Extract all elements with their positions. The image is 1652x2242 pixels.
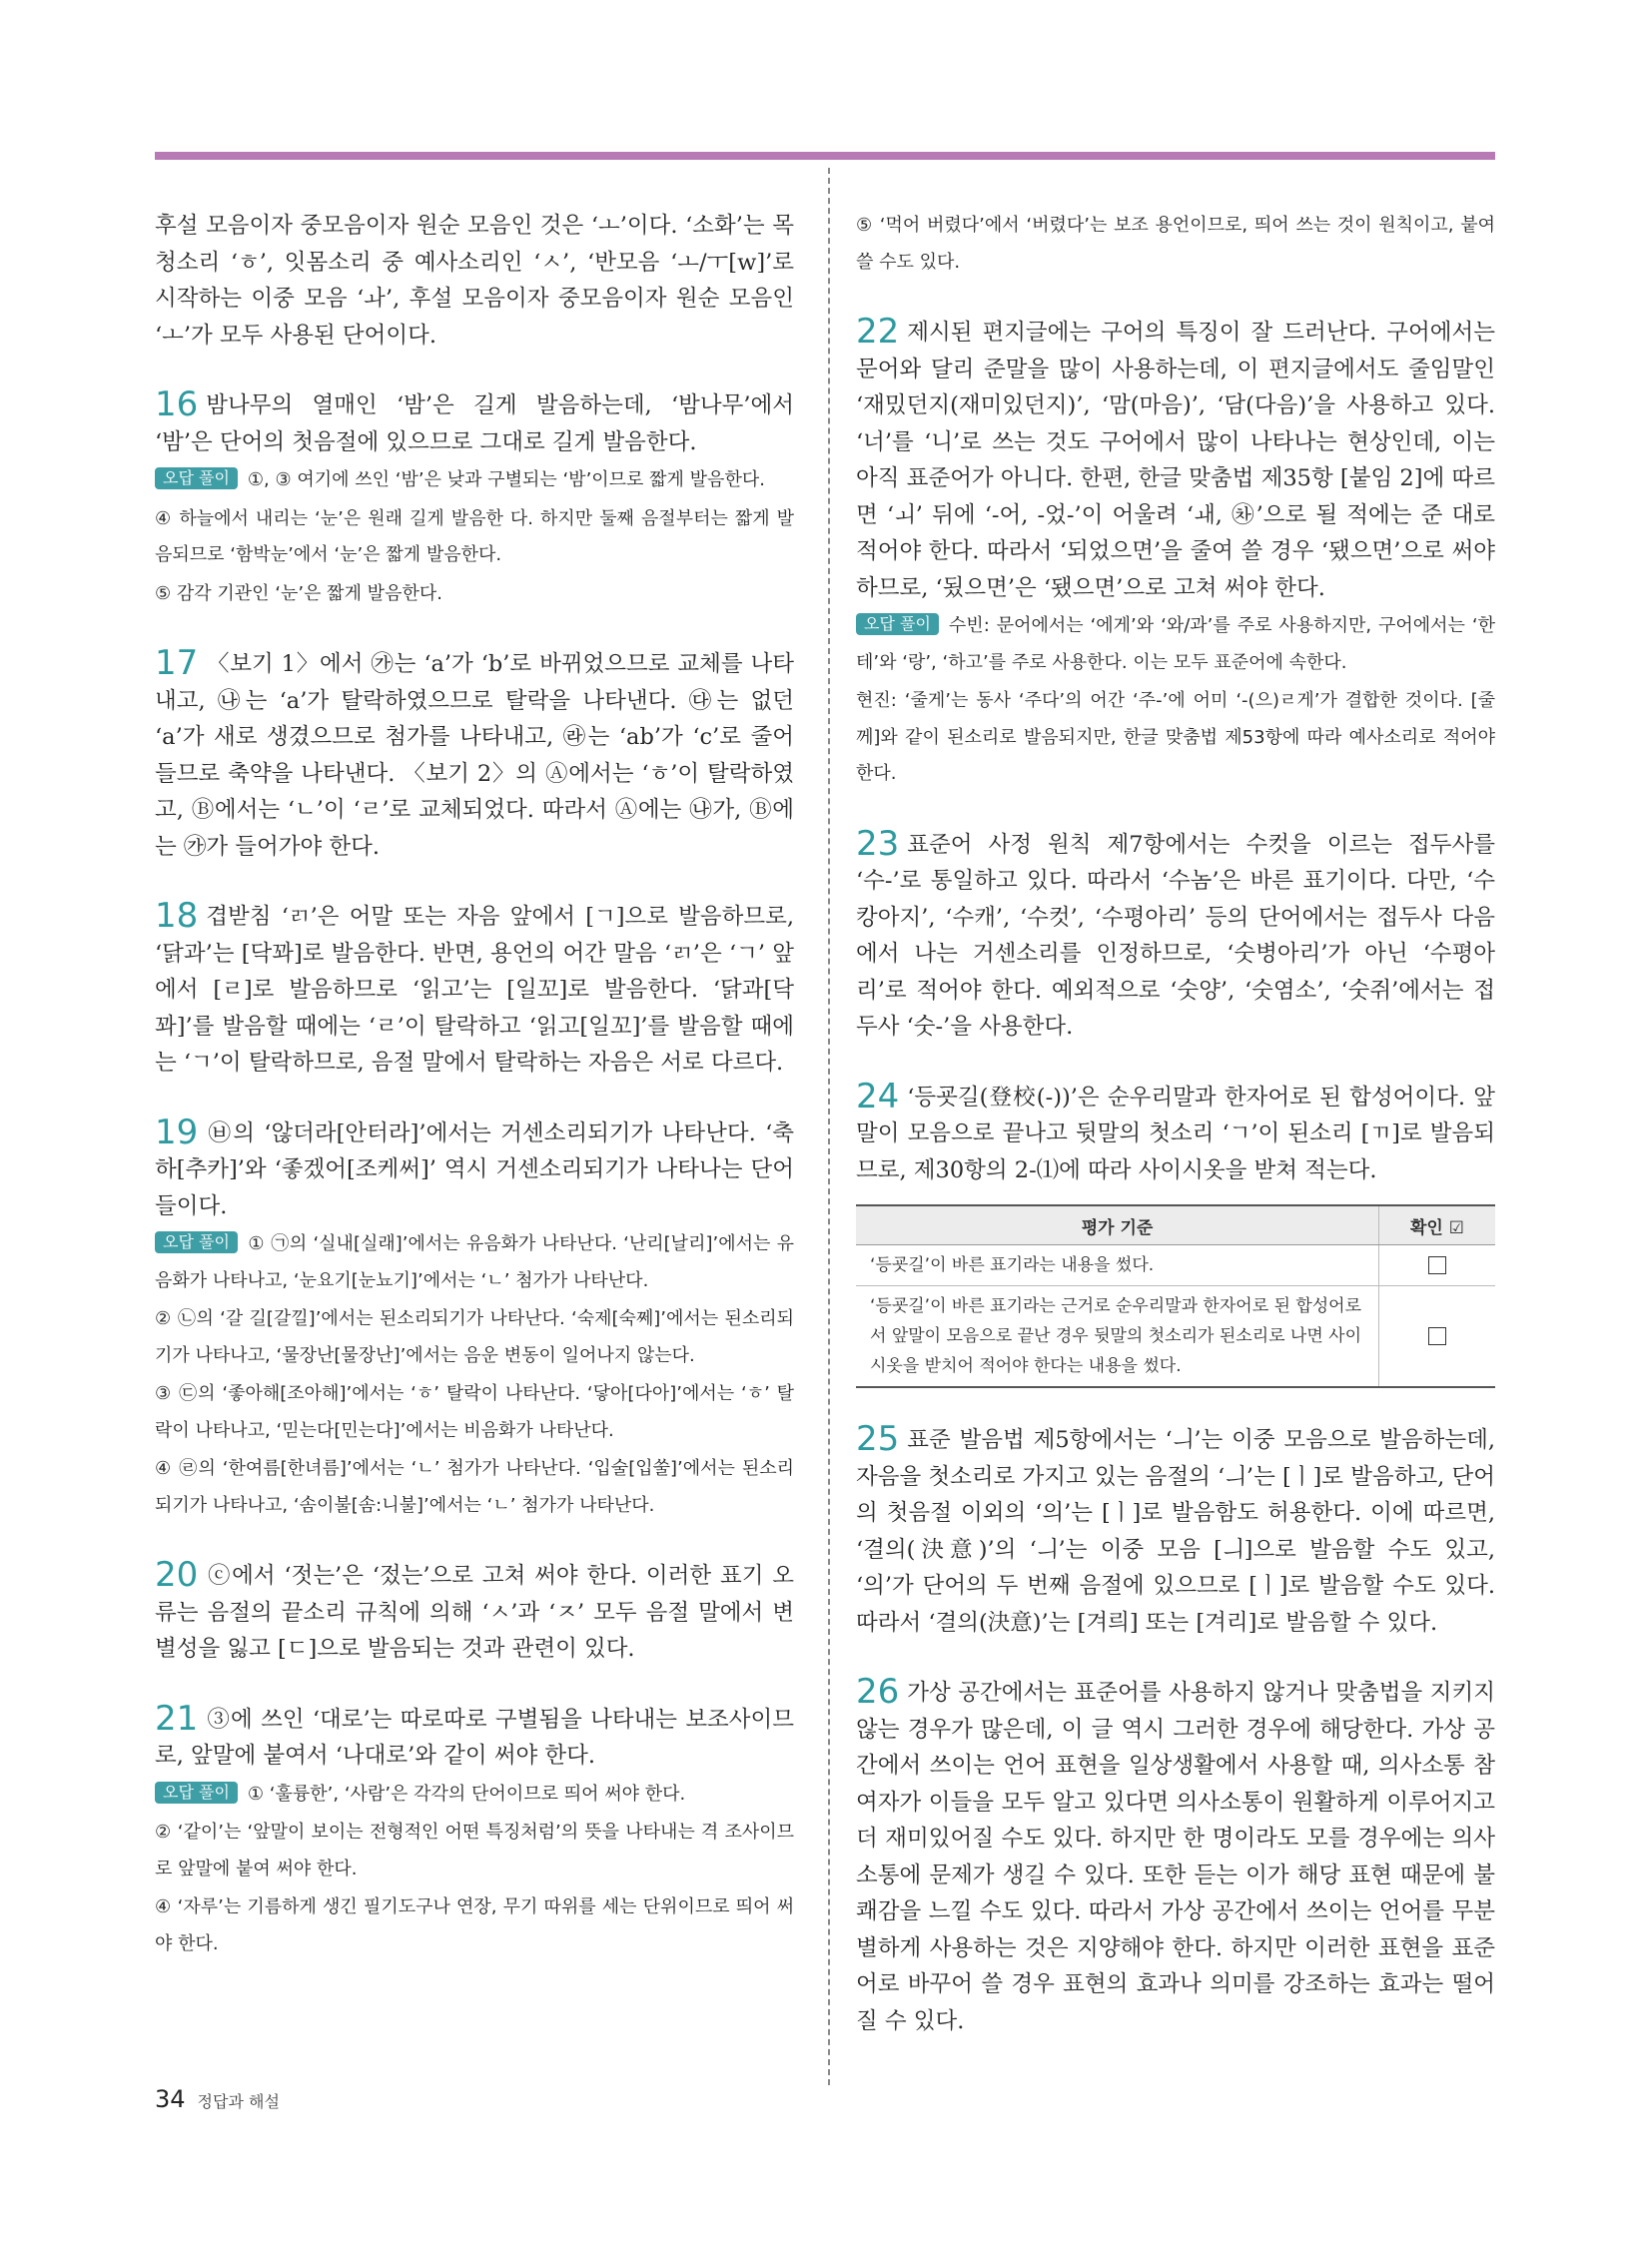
explanation-text: ② ㉡의 ‘갈 길[갈낄]’에서는 된소리되기가 나타난다. ‘숙제[숙쩨]’에서는 된소리되기가 나타나고, ‘물장난[물장난]’에서는 음운 변동이 일어나지 않는다. [155, 1308, 794, 1366]
question-20 [155, 1555, 794, 1668]
check-cell [1379, 1286, 1496, 1388]
question-number: 24 [856, 1076, 900, 1117]
table-header-row [856, 1205, 1495, 1245]
criteria-cell: ‘등굣길’이 바른 표기라는 근거로 순우리말과 한자어로 된 합성어로서 앞말이 모음으로 끝난 경우 뒷말의 첫소리가 된소리로 나면 사이시옷을 받치어 적어야 한다는 내용을 썼다. [856, 1286, 1379, 1388]
question-22 [856, 312, 1495, 793]
question-number: 21 [155, 1698, 199, 1739]
explanation-text: ① ‘훌륭한’, ‘사람’은 각각의 단어이므로 띄어 써야 한다. [247, 1783, 686, 1805]
answer-body: 표준 발음법 제5항에서는 ‘ㅢ’는 이중 모음으로 발음하는데, 자음을 첫소리로 가지고 있는 음절의 ‘ㅢ’는 [ㅣ]로 발음하고, 단어의 첫음절 이외의 ‘의’는 [ㅣ]로 발음함도 허용한다. 이에 따르면, ‘결의(決意)’의 ‘ㅢ’는 이중 모음 [ㅢ]으로 발음할 수도 있고, ‘의’가 단어의 두 번째 음절에 있으므로 [ㅣ]로 발음할 수도 있다. 따라서 ‘결의(決意)’는 [겨릐] 또는 [겨리]로 발음할 수 있다. [856, 1427, 1495, 1636]
question-number: 18 [155, 896, 199, 936]
question-number: 17 [155, 643, 199, 683]
question-number: 25 [856, 1419, 900, 1459]
explanation-text: ⑤ 감각 기관인 ‘눈’은 짧게 발음한다. [155, 582, 442, 604]
question-16 [155, 384, 794, 612]
question-25 [856, 1419, 1495, 1641]
question-number: 26 [856, 1672, 900, 1712]
answer-body: 밤나무의 열매인 ‘밤’은 길게 발음하는데, ‘밤나무’에서 ‘밤’은 단어의 첫음절에 있으므로 그대로 길게 발음한다. [155, 392, 794, 455]
wrong-answer-badge: 오답 풀이 [155, 1231, 238, 1253]
explanation-text: ④ ‘자루’는 기름하게 생긴 필기도구나 연장, 무기 따위를 세는 단위이므로 띄어 써야 한다. [155, 1896, 794, 1954]
checkbox-icon[interactable] [1428, 1327, 1446, 1345]
criteria-header: 평가 기준 [856, 1205, 1379, 1245]
footer-title: 정답과 해설 [197, 2092, 280, 2111]
top-accent-bar [155, 152, 1495, 160]
explanation-text: ①, ③ 여기에 쓰인 ‘밤’은 낮과 구별되는 ‘밤’이므로 짧게 발음한다. [247, 469, 765, 490]
question-number: 22 [856, 312, 900, 352]
explanation-text: ② ‘같이’는 ‘앞말이 보이는 전형적인 어떤 특징처럼’의 뜻을 나타내는 격 조사이므로 앞말에 붙여 써야 한다. [155, 1822, 794, 1879]
question-26 [856, 1672, 1495, 2039]
answer-body: 겹받침 ‘ㄺ’은 어말 또는 자음 앞에서 [ㄱ]으로 발음하므로, ‘닭과’는 [닥꽈]로 발음한다. 반면, 용언의 어간 말음 ‘ㄺ’은 ‘ㄱ’ 앞에서 [ㄹ]로 발음하므로 ‘읽고’는 [일꼬]로 발음한다. ‘닭과[닥꽈]’를 발음할 때에는 ‘ㄹ’이 탈락하고 ‘읽고[일꼬]’를 발음할 때에는 ‘ㄱ’이 탈락하므로, 음절 말에서 탈락하는 자음은 서로 다르다. [155, 904, 794, 1076]
explanation-text: ③ ㉢의 ‘좋아해[조아해]’에서는 ‘ㅎ’ 탈락이 나타난다. ‘닿아[다아]’에서는 ‘ㅎ’ 탈락이 나타나고, ‘믿는다[민는다]’에서는 비음화가 나타난다. [155, 1383, 794, 1441]
answer-body: ㉥의 ‘않더라[안터라]’에서는 거센소리되기가 나타난다. ‘축하[추카]’와 ‘좋겠어[조케써]’ 역시 거센소리되기가 나타나는 단어들이다. [155, 1120, 794, 1219]
right-column [856, 208, 1495, 2039]
wrong-answer-badge: 오답 풀이 [155, 1782, 238, 1804]
question-19 [155, 1112, 794, 1525]
question-18 [155, 896, 794, 1082]
explanation-text: ① ㉠의 ‘실내[실래]’에서는 유음화가 나타난다. ‘난리[날리]’에서는 유음화가 나타나고, ‘눈요기[눈뇨기]’에서는 ‘ㄴ’ 첨가가 나타난다. [155, 1233, 794, 1291]
wrong-answer-badge: 오답 풀이 [155, 467, 238, 489]
criteria-cell: ‘등굣길’이 바른 표기라는 내용을 썼다. [856, 1245, 1379, 1286]
question-number: 19 [155, 1112, 199, 1152]
intro-paragraph: 후설 모음이자 중모음이자 원순 모음인 것은 ‘ㅗ’이다. ‘소화’는 목청소리 ‘ㅎ’, 잇몸소리 중 예사소리인 ‘ㅅ’, ‘반모음 ‘ㅗ/ㅜ[w]’로 시작하는 이중 모음 ‘ㅘ’, 후설 모음이자 중모음이자 원순 모음인 ‘ㅗ’가 모두 사용된 단어이다. [155, 213, 794, 349]
continued-explanation: ⑤ ‘먹어 버렸다’에서 ‘버렸다’는 보조 용언이므로, 띄어 쓰는 것이 원칙이고, 붙여 쓸 수도 있다. [856, 215, 1495, 273]
check-cell [1379, 1245, 1496, 1286]
page-number: 34 [155, 2085, 186, 2113]
evaluation-table [856, 1204, 1495, 1388]
question-number: 20 [155, 1555, 199, 1595]
answer-body: 표준어 사정 원칙 제7항에서는 수컷을 이르는 접두사를 ‘수-’로 통일하고 있다. 따라서 ‘수놈’은 바른 표기이다. 다만, ‘수캉아지’, ‘수캐’, ‘수컷’, ‘수평아리’ 등의 단어에서는 접두사 다음에서 나는 거센소리를 인정하므로, ‘숫병아리’가 아닌 ‘수평아리’로 적어야 한다. 예외적으로 ‘숫양’, ‘숫염소’, ‘숫쥐’에서는 접두사 ‘숫-’을 사용한다. [856, 831, 1495, 1040]
question-24 [856, 1076, 1495, 1389]
question-21 [155, 1698, 794, 1963]
check-header: 확인 ☑ [1379, 1205, 1496, 1245]
explanation-text: 현진: ‘줄게’는 동사 ‘주다’의 어간 ‘주-’에 어미 ‘-(으)ㄹ게’가 결합한 것이다. [줄께]와 같이 된소리로 발음되지만, 한글 맞춤법 제53항에 따라 예사소리로 적어야 한다. [856, 690, 1495, 784]
explanation-text: ④ 하늘에서 내리는 ‘눈’은 원래 길게 발음한 다. 하지만 둘째 음절부터는 짧게 발음되므로 ‘함박눈’에서 ‘눈’은 짧게 발음한다. [155, 507, 794, 565]
table-row [856, 1245, 1495, 1286]
answer-body: ‘등굣길(登校(-))’은 순우리말과 한자어로 된 합성어이다. 앞말이 모음으로 끝나고 뒷말의 첫소리 ‘ㄱ’이 된소리 [ㄲ]로 발음되므로, 제30항의 2-⑴에 따라 사이시옷을 받쳐 적는다. [856, 1084, 1495, 1183]
answer-body: 제시된 편지글에는 구어의 특징이 잘 드러난다. 구어에서는 문어와 달리 준말을 많이 사용하는데, 이 편지글에서도 줄임말인 ‘재밌던지(재미있던지)’, ‘맘(마음)’, ‘담(다음)’을 사용하고 있다. ‘너’를 ‘니’로 쓰는 것도 구어에서 많이 나타나는 현상인데, 이는 아직 표준어가 아니다. 한편, 한글 맞춤법 제35항 [붙임 2]에 따르면 ‘ㅚ’ 뒤에 ‘-어, -었-’이 어울려 ‘ㅙ, ㉷’으로 될 적에는 준 대로 적어야 한다. 따라서 ‘되었으면’을 줄여 쓸 경우 ‘됐으면’으로 써야 하므로, ‘됬으면’은 ‘됐으면’으로 고쳐 써야 한다. [856, 320, 1495, 601]
answer-body: 〈보기 1〉에서 ㉮는 ‘a’가 ‘b’로 바뀌었으므로 교체를 나타내고, ㉯는 ‘a’가 탈락하였으므로 탈락을 나타낸다. ㉰는 없던 ‘a’가 새로 생겼으므로 첨가를 나타내고, ㉱는 ‘ab’가 ‘c’로 줄어들므로 축약을 나타낸다. 〈보기 2〉의 Ⓐ에서는 ‘ㅎ’이 탈락하였고, Ⓑ에서는 ‘ㄴ’이 ‘ㄹ’로 교체되었다. 따라서 Ⓐ에는 ㉯가, Ⓑ에는 ㉮가 들어가야 한다. [155, 651, 794, 860]
answer-body: 가상 공간에서는 표준어를 사용하지 않거나 맞춤법을 지키지 않는 경우가 많은데, 이 글 역시 그러한 경우에 해당한다. 가상 공간에서 쓰이는 언어 표현을 일상생활에서 사용할 때, 의사소통 참여자가 이들을 모두 알고 있다면 의사소통이 원활하게 이루어지고 더 재미있어질 수도 있다. 하지만 한 명이라도 모를 경우에는 의사소통에 문제가 생길 수 있다. 또한 듣는 이가 해당 표현 때문에 불쾌감을 느낄 수도 있다. 따라서 가상 공간에서 쓰이는 언어를 무분별하게 사용하는 것은 지양해야 한다. 하지만 이러한 표현을 표준어로 바꾸어 쓸 경우 표현의 효과나 의미를 강조하는 효과는 떨어질 수 있다. [856, 1680, 1495, 2034]
explanation-text: 수빈: 문어에서는 ‘에게’와 ‘와/과’를 주로 사용하지만, 구어에서는 ‘한테’와 ‘랑’, ‘하고’를 주로 사용한다. 이는 모두 표준어에 속한다. [856, 615, 1495, 673]
question-number: 16 [155, 384, 199, 424]
explanation-text: ④ ㉣의 ‘한여름[한녀름]’에서는 ‘ㄴ’ 첨가가 나타난다. ‘입술[입쑬]’에서는 된소리되기가 나타나고, ‘솜이불[솜:니불]’에서는 ‘ㄴ’ 첨가가 나타난다. [155, 1458, 794, 1516]
question-17 [155, 643, 794, 865]
answer-body: ⓒ에서 ‘젓는’은 ‘젔는’으로 고쳐 써야 한다. 이러한 표기 오류는 음절의 끝소리 규칙에 의해 ‘ㅅ’과 ‘ㅈ’ 모두 음절 말에서 변별성을 잃고 [ㄷ]으로 발음되는 것과 관련이 있다. [155, 1563, 794, 1662]
left-column [155, 208, 794, 1962]
page-footer [155, 2085, 280, 2113]
answer-body: ③에 쓰인 ‘대로’는 따로따로 구별됨을 나타내는 보조사이므로, 앞말에 붙여서 ‘나대로’와 같이 써야 한다. [155, 1706, 794, 1769]
table-row [856, 1286, 1495, 1388]
question-number: 23 [856, 823, 900, 864]
question-23 [856, 823, 1495, 1046]
column-divider [828, 168, 830, 2085]
wrong-answer-badge: 오답 풀이 [856, 613, 939, 635]
checkbox-icon[interactable] [1428, 1256, 1446, 1274]
